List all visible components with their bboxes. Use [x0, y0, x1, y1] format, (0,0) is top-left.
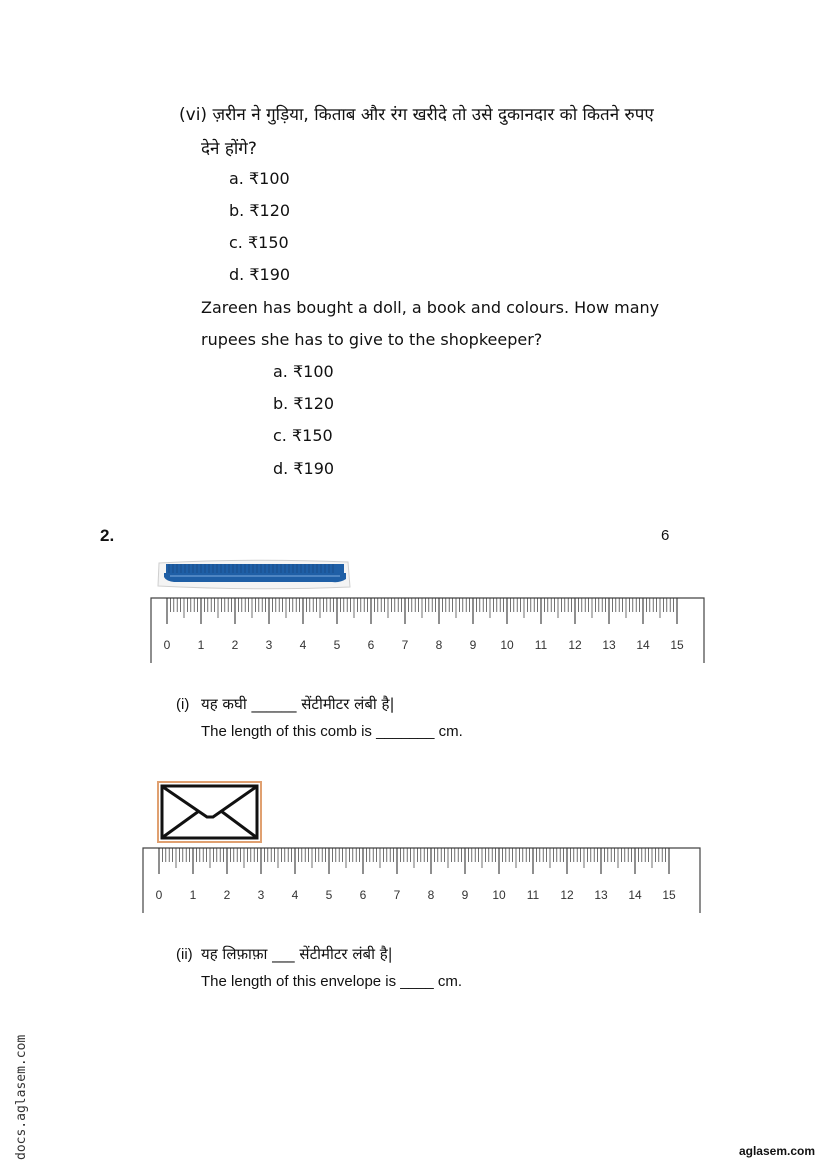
question-vi-hindi-line1: (vi) ज़रीन ने गुड़िया, किताब और रंग खरीदे तो उसे दुकानदार को कितने रुपए — [179, 105, 654, 125]
part-ii-english: The length of this envelope is ____ cm. — [201, 973, 462, 990]
ruler-label: 3 — [265, 638, 273, 652]
ruler-2 — [142, 847, 702, 915]
question-vi-english-line1: Zareen has bought a doll, a book and colours. How many — [201, 298, 660, 317]
ruler-label: 13 — [602, 638, 616, 652]
ruler-label: 10 — [492, 888, 506, 902]
ruler-label: 2 — [223, 888, 231, 902]
option-hi-b: b. ₹120 — [229, 201, 291, 220]
ruler-label: 13 — [594, 888, 608, 902]
ruler-label: 11 — [534, 638, 548, 652]
part-i-label: (i) — [176, 696, 190, 713]
option-hi-c: c. ₹150 — [229, 233, 289, 252]
ruler-label: 15 — [662, 888, 676, 902]
question-vi-hindi-line2: देने होंगे? — [201, 139, 257, 159]
ruler-label: 2 — [231, 638, 239, 652]
ruler-label: 7 — [393, 888, 401, 902]
comb-image — [156, 557, 352, 593]
question-2-number: 2. — [100, 526, 115, 545]
part-i-english: The length of this comb is _______ cm. — [201, 723, 463, 740]
ruler-label: 10 — [500, 638, 514, 652]
ruler-label: 14 — [628, 888, 642, 902]
ruler-label: 4 — [299, 638, 307, 652]
option-hi-a: a. ₹100 — [229, 169, 290, 188]
ruler-label: 6 — [359, 888, 367, 902]
ruler-label: 9 — [461, 888, 469, 902]
option-en-b: b. ₹120 — [273, 394, 335, 413]
ruler-label: 6 — [367, 638, 375, 652]
question-vi-english-line2: rupees she has to give to the shopkeeper? — [201, 330, 543, 349]
part-i-hindi: यह कघी ______ सेंटीमीटर लंबी है| — [201, 695, 395, 713]
side-watermark: docs.aglasem.com — [14, 1034, 29, 1160]
question-2-marks: 6 — [661, 527, 670, 544]
ruler-label: 1 — [197, 638, 205, 652]
ruler-label: 14 — [636, 638, 650, 652]
ruler-label: 4 — [291, 888, 299, 902]
ruler-label: 0 — [155, 888, 163, 902]
ruler-label: 5 — [325, 888, 333, 902]
envelope-image — [157, 781, 262, 843]
ruler-label: 12 — [560, 888, 574, 902]
ruler-label: 1 — [189, 888, 197, 902]
ruler-label: 0 — [163, 638, 171, 652]
ruler-label: 9 — [469, 638, 477, 652]
option-en-c: c. ₹150 — [273, 426, 333, 445]
ruler-label: 5 — [333, 638, 341, 652]
part-ii-label: (ii) — [176, 946, 193, 963]
ruler-label: 15 — [670, 638, 684, 652]
option-en-d: d. ₹190 — [273, 459, 335, 478]
ruler-label: 11 — [526, 888, 540, 902]
ruler-label: 7 — [401, 638, 409, 652]
ruler-label: 8 — [427, 888, 435, 902]
part-ii-hindi: यह लिफ़ाफ़ा ___ सेंटीमीटर लंबी है| — [201, 945, 393, 963]
option-hi-d: d. ₹190 — [229, 265, 291, 284]
ruler-1 — [150, 597, 706, 665]
ruler-label: 12 — [568, 638, 582, 652]
option-en-a: a. ₹100 — [273, 362, 334, 381]
footer-watermark: aglasem.com — [738, 1144, 815, 1158]
ruler-label: 3 — [257, 888, 265, 902]
ruler-label: 8 — [435, 638, 443, 652]
